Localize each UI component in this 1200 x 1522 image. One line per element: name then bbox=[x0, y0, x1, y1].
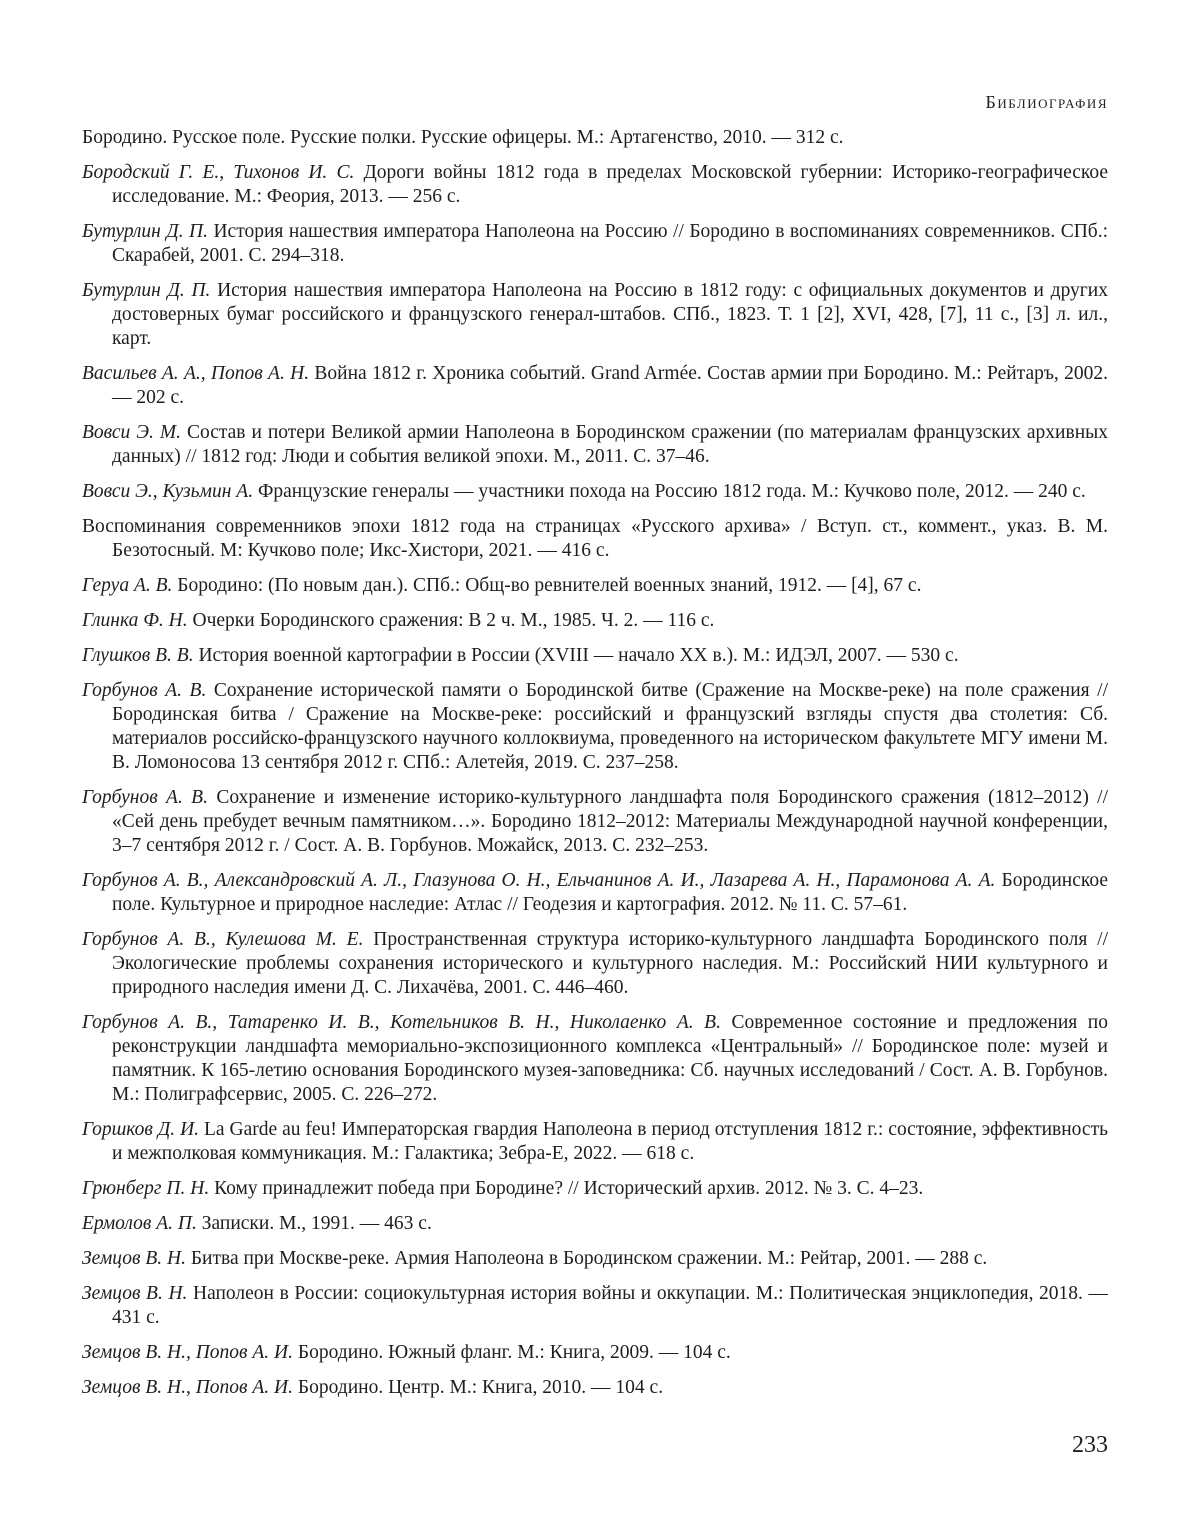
bibliography-entry bbox=[82, 644, 1108, 668]
entry-text: Бородино. Центр. М.: Книга, 2010. — 104 с. bbox=[293, 1377, 663, 1398]
entry-text: Воспоминания современников эпохи 1812 года на страницах «Русского архива» / Вступ. ст., коммент., указ. В. М. Безотосный. М: Кучково поле; Икс-Хистори, 2021. — 416 с. bbox=[82, 516, 1108, 561]
entry-text: Бородинское поле. Культурное и природное наследие: Атлас // Геодезия и картография. 2012. № 11. С. 57–61. bbox=[112, 870, 1108, 915]
bibliography-entry bbox=[82, 869, 1108, 917]
entry-text: La Garde au feu! Императорская гвардия Наполеона в период отступления 1812 г.: состояние, эффективность и межполковая коммуникация. М.: Галактика; Зебра-Е, 2022. — 618 с. bbox=[112, 1119, 1108, 1164]
bibliography-entry bbox=[82, 574, 1108, 598]
entry-author: Вовси Э., Кузьмин А. bbox=[82, 481, 253, 502]
bibliography-entry bbox=[82, 928, 1108, 1000]
entry-text: Бородино. Русское поле. Русские полки. Русские офицеры. М.: Артагенство, 2010. — 312 с. bbox=[82, 127, 844, 148]
entry-author: Горбунов А. В. bbox=[82, 787, 208, 808]
entry-author: Горбунов А. В., Татаренко И. В., Котельников В. Н., Николаенко А. В. bbox=[82, 1012, 721, 1033]
bibliography-entry bbox=[82, 1212, 1108, 1236]
entry-text: Французские генералы — участники похода на Россию 1812 года. М.: Кучково поле, 2012. — 240 с. bbox=[253, 481, 1086, 502]
entry-author: Бутурлин Д. П. bbox=[82, 280, 210, 301]
bibliography-entry bbox=[82, 362, 1108, 410]
entry-author: Земцов В. Н., Попов А. И. bbox=[82, 1377, 293, 1398]
entry-text: Современное состояние и предложения по реконструкции ландшафта мемориально-экспозиционного комплекса «Центральный» // Бородинское поле: музей и памятник. К 165-летию основания Бородинского музея-заповедника: Сб. научных исследований / Сост. А. В. Горбунов. М.: Полиграфсервис, 2005. С. 226–272. bbox=[112, 1012, 1108, 1105]
bibliography-entry bbox=[82, 279, 1108, 351]
entry-text: Сохранение исторической памяти о Бородинской битве (Сражение на Москве-реке) на поле сражения // Бородинская битва / Сражение на Москве-реке: российский и французский взгляды спустя два столетия: Сб. материалов российско-французского научного коллоквиума, проведенного на историческом факультете МГУ имени М. В. Ломоносова 13 сентября 2012 г. СПб.: Алетейя, 2019. С. 237–258. bbox=[112, 680, 1108, 773]
entry-author: Земцов В. Н., Попов А. И. bbox=[82, 1342, 293, 1363]
entry-author: Горбунов А. В., Александровский А. Л., Глазунова О. Н., Ельчанинов А. И., Лазарева А. Н., Парамонова А. А. bbox=[82, 870, 995, 891]
entry-text: Состав и потери Великой армии Наполеона в Бородинском сражении (по материалам французских архивных данных) // 1812 год: Люди и события великой эпохи. М., 2011. С. 37–46. bbox=[112, 422, 1108, 467]
bibliography-entry bbox=[82, 786, 1108, 858]
bibliography-entry bbox=[82, 220, 1108, 268]
entry-text: История военной картографии в России (XVIII — начало XX в.). М.: ИДЭЛ, 2007. — 530 с. bbox=[194, 645, 959, 666]
running-head-title: Библиография bbox=[986, 92, 1108, 113]
bibliography-entry bbox=[82, 421, 1108, 469]
bibliography-entry bbox=[82, 609, 1108, 633]
bibliography-entry bbox=[82, 1177, 1108, 1201]
entry-text: История нашествия императора Наполеона на Россию в 1812 году: с официальных документов и других достоверных бумаг российского и французского генерал-штабов. СПб., 1823. Т. 1 [2], XVI, 428, [7], 11 с., [3] л. ил., карт. bbox=[112, 280, 1108, 349]
entry-text: Битва при Москве-реке. Армия Наполеона в Бородинском сражении. М.: Рейтар, 2001. — 288 с. bbox=[186, 1248, 987, 1269]
bibliography-entry bbox=[82, 1282, 1108, 1330]
entry-text: Кому принадлежит победа при Бородине? // Исторический архив. 2012. № 3. С. 4–23. bbox=[209, 1178, 923, 1199]
entry-text: Бородино. Южный фланг. М.: Книга, 2009. — 104 с. bbox=[293, 1342, 731, 1363]
entry-author: Грюнберг П. Н. bbox=[82, 1178, 209, 1199]
bibliography-entry bbox=[82, 1341, 1108, 1365]
entry-author: Земцов В. Н. bbox=[82, 1248, 186, 1269]
entry-text: Бородино: (По новым дан.). СПб.: Общ-во ревнителей военных знаний, 1912. — [4], 67 с. bbox=[172, 575, 921, 596]
bibliography-entry bbox=[82, 1376, 1108, 1400]
entry-text: Дороги войны 1812 года в пределах Московской губернии: Историко-географическое исследование. М.: Феория, 2013. — 256 с. bbox=[112, 162, 1108, 207]
entry-author: Горбунов А. В. bbox=[82, 680, 206, 701]
entry-author: Бородский Г. Е., Тихонов И. С. bbox=[82, 162, 354, 183]
entry-author: Ермолов А. П. bbox=[82, 1213, 197, 1234]
entry-text: Сохранение и изменение историко-культурного ландшафта поля Бородинского сражения (1812–2012) // «Сей день пребудет вечным памятником…». Бородино 1812–2012: Материалы Международной научной конференции, 3–7 сентября 2012 г. / Сост. А. В. Горбунов. Можайск, 2013. С. 232–253. bbox=[112, 787, 1108, 856]
bibliography-entry bbox=[82, 1118, 1108, 1166]
bibliography-entry bbox=[82, 480, 1108, 504]
bibliography-entry bbox=[82, 1247, 1108, 1271]
entry-text: Пространственная структура историко-культурного ландшафта Бородинского поля // Экологические проблемы сохранения исторического и культурного наследия. М.: Российский НИИ культурного и природного наследия имени Д. С. Лихачёва, 2001. С. 446–460. bbox=[112, 929, 1108, 998]
entry-author: Глинка Ф. Н. bbox=[82, 610, 188, 631]
bibliography-entry bbox=[82, 679, 1108, 775]
entry-text: Война 1812 г. Хроника событий. Grand Armée. Состав армии при Бородино. М.: Рейтаръ, 2002. — 202 с. bbox=[112, 363, 1108, 408]
bibliography-entry bbox=[82, 1011, 1108, 1107]
entry-author: Геруа А. В. bbox=[82, 575, 172, 596]
entry-text: Очерки Бородинского сражения: В 2 ч. М., 1985. Ч. 2. — 116 с. bbox=[188, 610, 715, 631]
bibliography-entry bbox=[82, 126, 1108, 150]
entry-author: Бутурлин Д. П. bbox=[82, 221, 208, 242]
entry-author: Земцов В. Н. bbox=[82, 1283, 187, 1304]
bibliography-entry bbox=[82, 515, 1108, 563]
entry-author: Вовси Э. М. bbox=[82, 422, 181, 443]
entry-author: Горшков Д. И. bbox=[82, 1119, 199, 1140]
book-page bbox=[82, 0, 1108, 1522]
page-number: 233 bbox=[1072, 1432, 1108, 1459]
entry-text: Наполеон в России: социокультурная история войны и оккупации. М.: Политическая энциклопедия, 2018. — 431 с. bbox=[112, 1283, 1108, 1328]
entry-author: Васильев А. А., Попов А. Н. bbox=[82, 363, 309, 384]
entry-author: Глушков В. В. bbox=[82, 645, 194, 666]
entry-text: Записки. М., 1991. — 463 с. bbox=[197, 1213, 432, 1234]
entry-text: История нашествия императора Наполеона на Россию // Бородино в воспоминаниях современников. СПб.: Скарабей, 2001. С. 294–318. bbox=[112, 221, 1108, 266]
bibliography-entry bbox=[82, 161, 1108, 209]
bibliography-list bbox=[82, 126, 1108, 1411]
entry-author: Горбунов А. В., Кулешова М. Е. bbox=[82, 929, 363, 950]
